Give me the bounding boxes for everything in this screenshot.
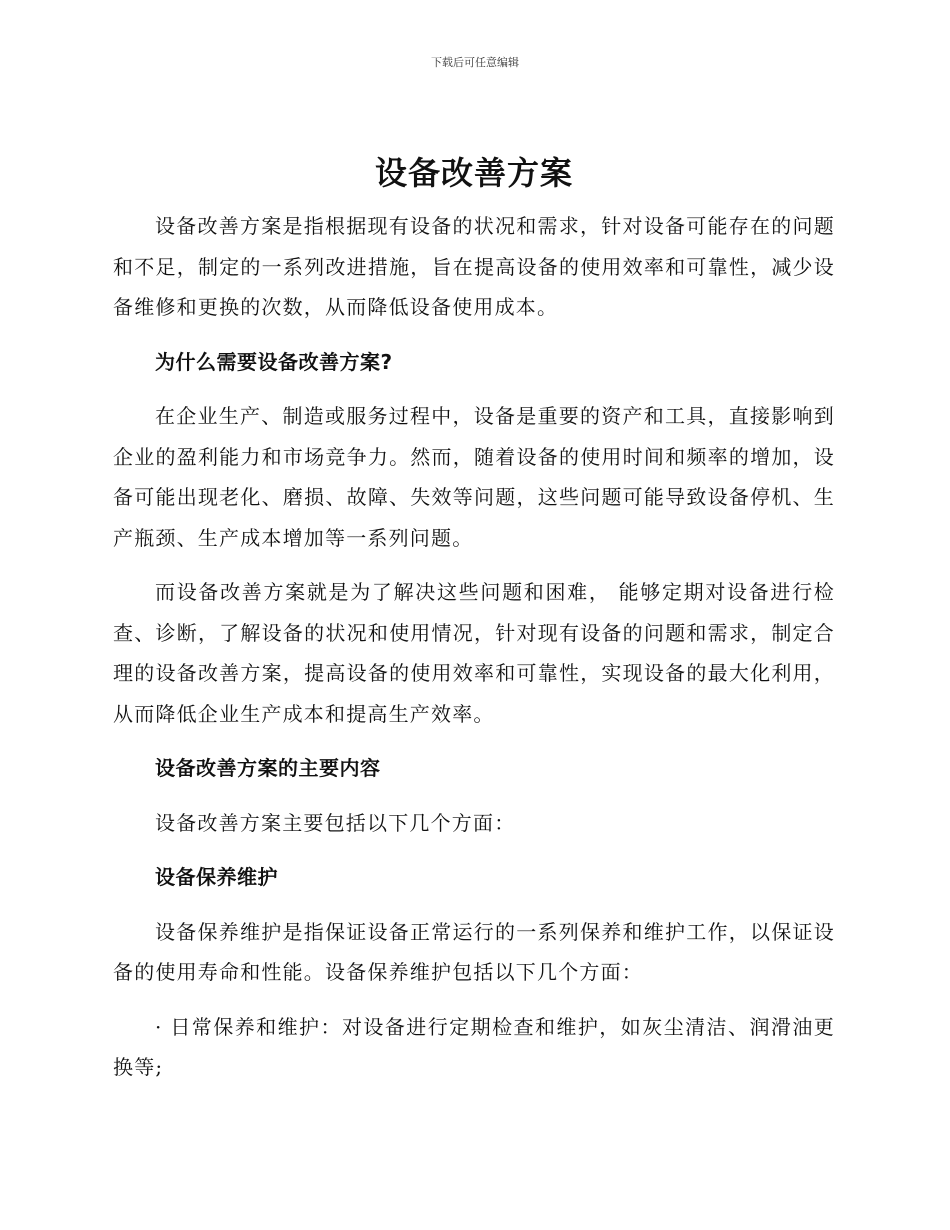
section-heading-why: 为什么需要设备改善方案?	[155, 349, 393, 374]
list-item-daily-maintenance: · 日常保养和维护：对设备进行定期检查和维护，如灰尘清洁、润滑油更换等;	[113, 1014, 835, 1079]
paragraph-why-2: 而设备改善方案就是为了解决这些问题和困难， 能够定期对设备进行检查、诊断，了解设备的状况和使用情况，针对现有设备的问题和需求，制定合理的设备改善方案，提高设备的使用效率和可靠性，实现设备的最大化利用，从而降低企业生产成本和提高生产效率。	[113, 580, 835, 726]
paragraph-maintenance: 设备保养维护是指保证设备正常运行的一系列保养和维护工作，以保证设备的使用寿命和性能。设备保养维护包括以下几个方面：	[113, 919, 835, 984]
paragraph-intro: 设备改善方案是指根据现有设备的状况和需求，针对设备可能存在的问题和不足，制定的一系列改进措施，旨在提高设备的使用效率和可靠性，减少设备维修和更换的次数，从而降低设备使用成本。	[113, 214, 835, 319]
header-note: 下载后可任意编辑	[431, 56, 519, 69]
section-heading-main-content: 设备改善方案的主要内容	[155, 756, 381, 780]
document-body	[113, 148, 835, 1102]
paragraph-main-content: 设备改善方案主要包括以下几个方面：	[155, 810, 516, 835]
paragraph-why-1: 在企业生产、制造或服务过程中，设备是重要的资产和工具，直接影响到企业的盈利能力和市场竞争力。然而，随着设备的使用时间和频率的增加，设备可能出现老化、磨损、故障、失效等问题，这些问题可能导致设备停机、生产瓶颈、生产成本增加等一系列问题。	[113, 404, 835, 550]
document-title: 设备改善方案	[374, 154, 573, 192]
section-heading-maintenance: 设备保养维护	[155, 865, 278, 889]
